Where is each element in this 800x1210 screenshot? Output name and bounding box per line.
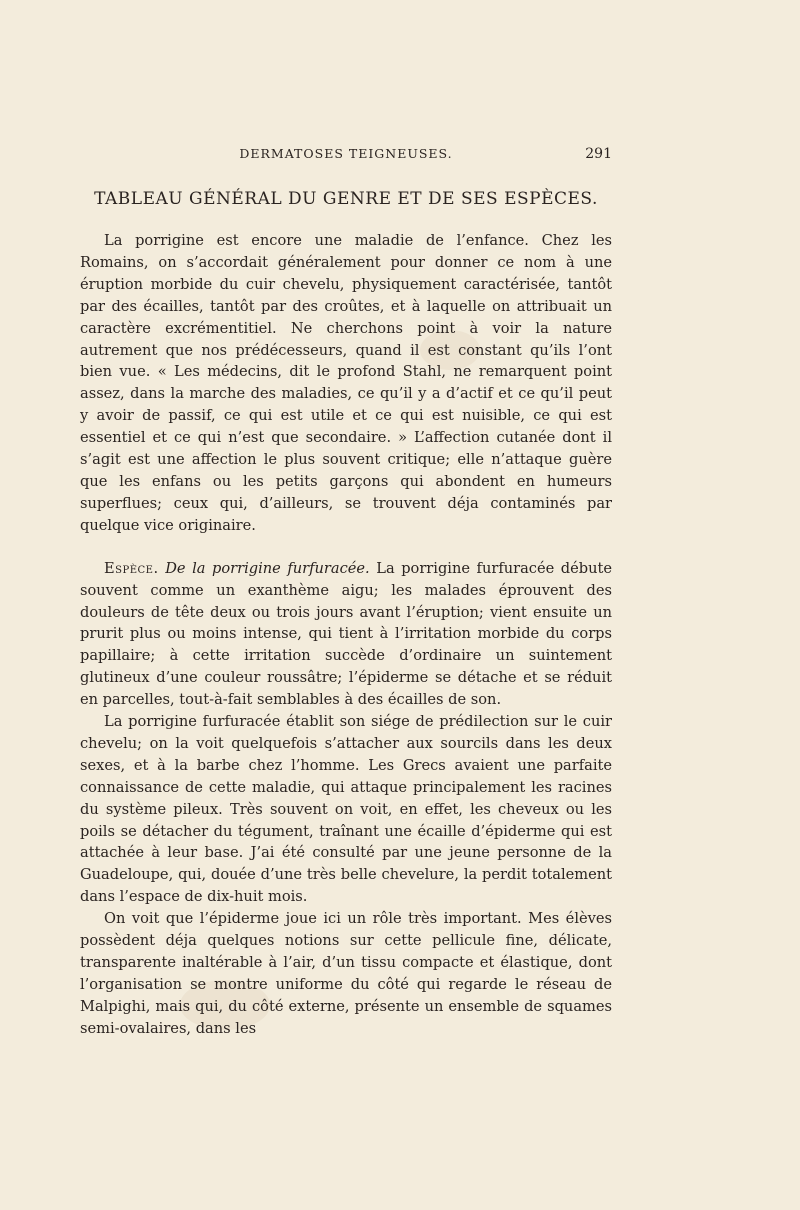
- paragraph-species: [80, 558, 612, 711]
- running-title: DERMATOSES TEIGNEUSES.: [239, 146, 453, 161]
- running-header: [80, 146, 612, 166]
- page-number: 291: [585, 146, 612, 162]
- body-text: [80, 230, 612, 1040]
- paragraph-epidermis: On voit que l’épiderme joue ici un rôle très important. Mes élèves possèdent déja quelques notions sur cette pellicule fine, délicate, transparente inaltérable à l’air, d’un tissu compacte et élastique, dont l’organisation se montre uniforme du côté qui regarde le réseau de Malpighi, mais qui, du côté externe, présente un ensemble de squames semi-ovalaires, dans les: [80, 910, 612, 1037]
- section-title: TABLEAU GÉNÉRAL DU GENRE ET DE SES ESPÈCES.: [94, 189, 598, 209]
- species-label: Espèce.: [104, 559, 159, 577]
- species-description: La porrigine furfuracée débute souvent comme un exanthème aigu; les malades éprouvent des douleurs de tête deux ou trois jours avant l’éruption; vient ensuite un prurit plus ou moins intense, qui tient à l’irritation morbide du corps papillaire; à cette irritation succède d’ordinaire un suintement glutineux d’une couleur roussâtre; l’épiderme se détache et se réduit en parcelles, tout-à-fait semblables à des écailles de son.: [80, 559, 613, 709]
- paragraph-location: La porrigine furfuracée établit son siége de prédilection sur le cuir chevelu; on la voit quelquefois s’attacher aux sourcils dans les deux sexes, et à la barbe chez l’homme. Les Grecs avaient une parfaite connaissance de cette maladie, qui attaque principalement les racines du système pileux. Très souvent on voit, en effet, les cheveux ou les poils se détacher du tégument, traînant une écaille d’épiderme qui est attachée à leur base. J’ai été consulté par une jeune personne de la Guadeloupe, qui, douée d’une très belle chevelure, la perdit totalement dans l’espace de dix-huit mois.: [80, 713, 612, 906]
- paragraph-intro: La porrigine est encore une maladie de l’enfance. Chez les Romains, on s’accordait généralement pour donner ce nom à une éruption morbide du cuir chevelu, physiquement caractérisée, tantôt par des écailles, tantôt par des croûtes, et à laquelle on attribuait un caractère excrémentitiel. Ne cherchons point à voir la nature autrement que nos prédécesseurs, quand il est constant qu’ils l’ont bien vue. « Les médecins, dit le profond Stahl, ne remarquent point assez, dans la marche des maladies, ce qu’il y a d’actif et ce qu’il peut y avoir de passif, ce qui est utile et ce qui est nuisible, ce qui est essentiel et ce qui n’est que secondaire. » L’affection cutanée dont il s’agit est une affection le plus souvent critique; elle n’attaque guère que les enfans ou les petits garçons qui abondent en humeurs superflues; ceux qui, d’ailleurs, se trouvent déja contaminés par quelque vice originaire.: [80, 232, 612, 534]
- species-name: De la porrigine furfuracée.: [165, 559, 370, 577]
